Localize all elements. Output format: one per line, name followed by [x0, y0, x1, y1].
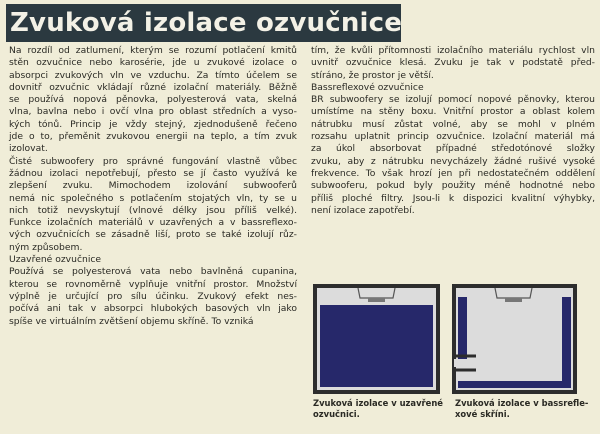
figure-caption-bassreflex [455, 398, 595, 420]
text-line: kých tónů. Princip je vždy stejný, zjednodušeně řečeno [9, 118, 297, 130]
text-column-left [9, 45, 297, 328]
text-line: za úkol absorbovat případné středotónové složky [311, 143, 595, 155]
caption-line: Zvuková izolace v uzavřené [313, 398, 443, 408]
text-line: rozsahu uplatnit princip ozvučnice. Izolační materiál má [311, 131, 595, 143]
text-line: nich totiž nevyskytují (vlnové délky jsou příliš velké). [9, 204, 297, 216]
caption-line: ozvučnici. [313, 409, 360, 419]
text-line: frekvence. To však hrozí jen při nedostatečném oddělení [311, 167, 595, 179]
text-line: počívá ani tak v absorpci hlubokých basových vln jako [9, 303, 297, 315]
text-line: vlna, bavlna nebo i ovčí vlna pro oblast středních a vyso- [9, 106, 297, 118]
text-line: stíráno, že prostor je větší. [311, 69, 434, 81]
text-line: Čisté subwoofery pro správné fungování vlastně vůbec [9, 155, 297, 167]
text-line: subwooferu, pokud byly použity méně hodnotné nebo [311, 180, 595, 192]
text-line: uvnitř ozvučnice klesá. Zvuku je tak v podstatě před- [311, 57, 595, 69]
closed-enclosure-figure [313, 284, 440, 394]
text-line: BR subwoofery se izolují pomocí nopové pěnovky, kterou [311, 94, 595, 106]
text-line: příliš ploché filtry. Jsou-li k dispozici kvalitní výhybky, [311, 192, 595, 204]
text-line: Uzavřené ozvučnice [9, 254, 102, 266]
text-line: kterou se rovnoměrně vyplňuje vnitřní prostor. Množství [9, 278, 297, 290]
text-line: se používá nopová pěnovka, polyesterová vata, skelná [9, 94, 297, 106]
polyester-fill [320, 305, 433, 387]
paragraph [9, 266, 297, 327]
text-line: není izolace zapotřebí. [311, 204, 415, 216]
text-line: Na rozdíl od zatlumení, kterým se rozumí potlačení kmitů [9, 45, 297, 56]
foam-bottom [458, 381, 571, 388]
caption-line: xové skříni. [455, 409, 510, 419]
text-line: zlepšení zvuku. Mimochodem izolování subwooferů [9, 180, 297, 192]
text-line: stěn ozvučnice nebo karosérie, jde u zvukové izolace o [9, 57, 297, 69]
text-line: spíše ve virtuálním zvětšení objemu skříně. To vzniká [9, 315, 254, 327]
port-opening [454, 359, 476, 367]
text-line: tím, že kvůli přítomnosti izolačního materiálu rychlost vln [311, 45, 595, 56]
section-subheading [9, 254, 297, 266]
text-line: dovnitř ozvučnic vkládají různé izolační materiály. Běžně [9, 81, 297, 93]
text-line: izolovat. [9, 143, 48, 155]
foam-left [458, 297, 467, 359]
text-line: zvuku, aby z nátrubku nevycházely žádné rušivé vysoké [311, 155, 595, 167]
text-line: absorpci zvukových vln ve vzduchu. Za tímto účelem se [9, 69, 297, 81]
text-column-right [311, 45, 595, 217]
text-line: umístíme na stěny boxu. Vnitřní prostor a oblast kolem [311, 106, 595, 118]
text-line: nemá nic společného s potlačením stojatých vln, ty se u [9, 192, 297, 204]
figure-caption-closed [313, 398, 448, 420]
paragraph [311, 45, 595, 82]
text-line: jde o to, přeměnit zvukovou energii na teplo, a tím zvuk [9, 131, 297, 143]
text-line: výplně je určující pro sílu účinku. Zvukový efekt nes- [9, 290, 297, 302]
page-title: Zvuková izolace ozvučnice [6, 4, 401, 42]
section-subheading [311, 82, 595, 94]
speaker-magnet [368, 298, 385, 302]
text-line: Funkce izolačních materiálů v uzavřených a v bassreflexo- [9, 217, 297, 229]
text-line: žádnou izolaci nepotřebují, přesto se jí často využívá ke [9, 167, 297, 179]
foam-right [562, 297, 571, 387]
caption-line: Zvuková izolace v bassrefle- [455, 398, 589, 408]
bassreflex-enclosure-figure [452, 284, 577, 394]
speaker-magnet [505, 298, 522, 302]
text-line: Používá se polyesterová vata nebo bavlněná cupanina, [9, 266, 297, 278]
paragraph [9, 45, 297, 156]
text-line: vých ozvučnicích se zásadně liší, proto se také izolují růz- [9, 229, 297, 241]
paragraph [311, 94, 595, 217]
text-line: ným způsobem. [9, 241, 83, 253]
paragraph [9, 156, 297, 254]
text-line: Bassreflexové ozvučnice [311, 81, 424, 93]
text-line: nátrubku musí zůstat volné, aby se mohl v plném [311, 118, 595, 130]
